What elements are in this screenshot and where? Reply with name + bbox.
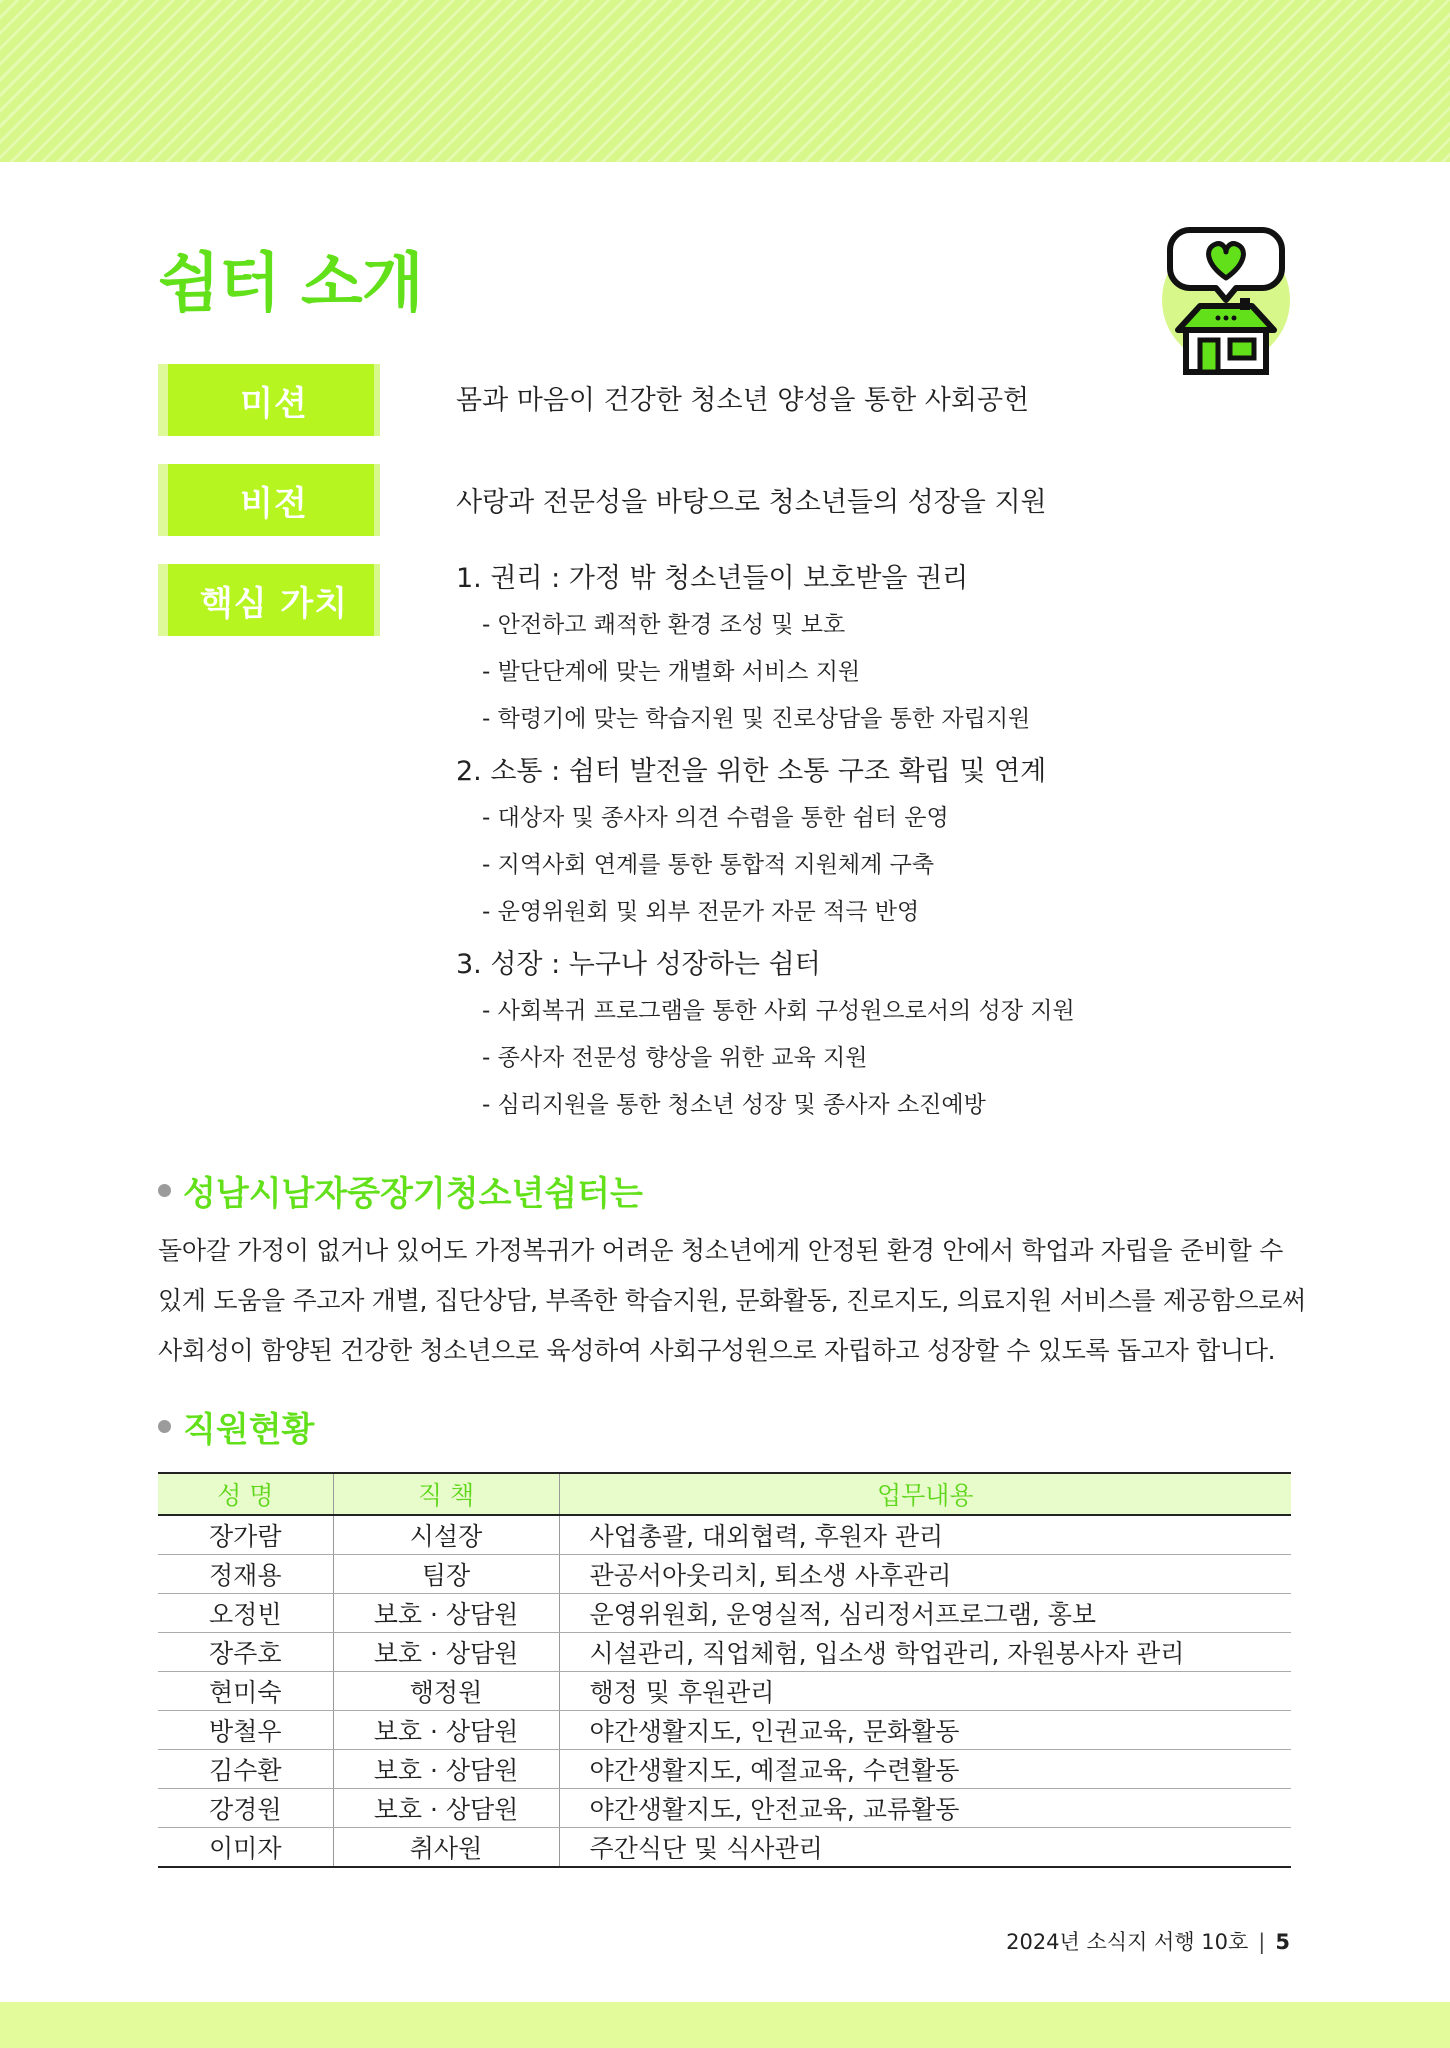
- staff-name: 정재용: [158, 1555, 333, 1594]
- core-values-label-box: [158, 564, 380, 636]
- staff-duties: 야간생활지도, 인권교육, 문화활동: [559, 1711, 1291, 1750]
- core-value-item: - 사회복귀 프로그램을 통한 사회 구성원으로서의 성장 지원: [482, 998, 1075, 1024]
- staff-table: [158, 1472, 1291, 1868]
- intro-heading: [158, 1166, 643, 1215]
- core-value-item: - 발단단계에 맞는 개별화 서비스 지원: [482, 659, 861, 685]
- staff-position: 행정원: [333, 1672, 559, 1711]
- staff-name: 장가람: [158, 1515, 333, 1555]
- staff-duties: 관공서아웃리치, 퇴소생 사후관리: [559, 1555, 1291, 1594]
- staff-heading-text: 직원현황: [183, 1410, 315, 1450]
- house-heart-icon: [1160, 226, 1292, 378]
- page-footer: [1006, 1926, 1290, 1956]
- table-row: [158, 1750, 1291, 1789]
- staff-heading: [158, 1402, 314, 1451]
- staff-position: 시설장: [333, 1515, 559, 1555]
- staff-position: 보호 · 상담원: [333, 1594, 559, 1633]
- intro-line: 있게 도움을 주고자 개별, 집단상담, 부족한 학습지원, 문화활동, 진로지도, 의료지원 서비스를 제공함으로써: [158, 1286, 1306, 1315]
- core-value-group: [456, 942, 1075, 1129]
- core-value-item: - 안전하고 쾌적한 환경 조성 및 보호: [482, 612, 846, 638]
- staff-duties: 야간생활지도, 안전교육, 교류활동: [559, 1789, 1291, 1828]
- table-row: [158, 1594, 1291, 1633]
- staff-duties: 시설관리, 직업체험, 입소생 학업관리, 자원봉사자 관리: [559, 1633, 1291, 1672]
- staff-name: 현미숙: [158, 1672, 333, 1711]
- core-value-heading: 2. 소통 : 쉼터 발전을 위한 소통 구조 확립 및 연계: [456, 756, 1047, 787]
- intro-line: 돌아갈 가정이 없거나 있어도 가정복귀가 어려운 청소년에게 안정된 환경 안에서 학업과 자립을 준비할 수: [158, 1236, 1283, 1265]
- staff-name: 오정빈: [158, 1594, 333, 1633]
- table-row: [158, 1672, 1291, 1711]
- staff-position: 보호 · 상담원: [333, 1633, 559, 1672]
- staff-duties: 행정 및 후원관리: [559, 1672, 1291, 1711]
- intro-paragraph: [158, 1226, 1306, 1376]
- staff-name: 이미자: [158, 1828, 333, 1868]
- core-value-item: - 운영위원회 및 외부 전문가 자문 적극 반영: [482, 899, 920, 925]
- staff-position: 취사원: [333, 1828, 559, 1868]
- core-value-group: [456, 749, 1075, 936]
- page-number: 5: [1275, 1930, 1290, 1954]
- table-row: [158, 1515, 1291, 1555]
- staff-duties: 운영위원회, 운영실적, 심리정서프로그램, 홍보: [559, 1594, 1291, 1633]
- column-header-duties: 업무내용: [559, 1473, 1291, 1515]
- column-header-name: 성 명: [158, 1473, 333, 1515]
- staff-name: 장주호: [158, 1633, 333, 1672]
- core-value-group: [456, 556, 1075, 743]
- core-value-item: - 대상자 및 종사자 의견 수렴을 통한 쉼터 운영: [482, 805, 949, 831]
- bullet-dot-icon: [158, 1420, 171, 1433]
- bullet-dot-icon: [158, 1184, 171, 1197]
- table-row: [158, 1633, 1291, 1672]
- mission-label: 미션: [240, 383, 308, 424]
- intro-heading-text: 성남시남자중장기청소년쉼터는: [183, 1174, 643, 1214]
- mission-text: 몸과 마음이 건강한 청소년 양성을 통한 사회공헌: [456, 385, 1030, 416]
- staff-position: 보호 · 상담원: [333, 1711, 559, 1750]
- table-row: [158, 1555, 1291, 1594]
- staff-position: 보호 · 상담원: [333, 1789, 559, 1828]
- issue-label: 2024년 소식지 서행 10호: [1006, 1930, 1249, 1954]
- vision-label: 비전: [240, 483, 308, 524]
- core-values-label: 핵심 가치: [199, 583, 349, 624]
- mission-label-box: [158, 364, 380, 436]
- core-value-item: - 심리지원을 통한 청소년 성장 및 종사자 소진예방: [482, 1092, 986, 1118]
- staff-name: 김수환: [158, 1750, 333, 1789]
- vision-text: 사랑과 전문성을 바탕으로 청소년들의 성장을 지원: [456, 487, 1047, 518]
- footer-separator: |: [1258, 1930, 1266, 1954]
- staff-name: 방철우: [158, 1711, 333, 1750]
- core-value-heading: 1. 권리 : 가정 밖 청소년들이 보호받을 권리: [456, 563, 969, 594]
- staff-duties: 야간생활지도, 예절교육, 수련활동: [559, 1750, 1291, 1789]
- table-row: [158, 1828, 1291, 1868]
- core-value-item: - 지역사회 연계를 통한 통합적 지원체계 구축: [482, 852, 935, 878]
- table-row: [158, 1789, 1291, 1828]
- intro-line: 사회성이 함양된 건강한 청소년으로 육성하여 사회구성원으로 자립하고 성장할 수 있도록 돕고자 합니다.: [158, 1336, 1276, 1365]
- staff-duties: 주간식단 및 식사관리: [559, 1828, 1291, 1868]
- vision-label-box: [158, 464, 380, 536]
- column-header-position: 직 책: [333, 1473, 559, 1515]
- staff-position: 보호 · 상담원: [333, 1750, 559, 1789]
- core-value-item: - 학령기에 맞는 학습지원 및 진로상담을 통한 자립지원: [482, 706, 1031, 732]
- bottom-decorative-band: [0, 2002, 1450, 2048]
- staff-position: 팀장: [333, 1555, 559, 1594]
- staff-table-header: [158, 1473, 1291, 1515]
- table-row: [158, 1711, 1291, 1750]
- top-decorative-band: [0, 0, 1450, 162]
- page-title: 쉼터 소개: [158, 247, 423, 321]
- staff-name: 강경원: [158, 1789, 333, 1828]
- staff-duties: 사업총괄, 대외협력, 후원자 관리: [559, 1515, 1291, 1555]
- core-value-heading: 3. 성장 : 누구나 성장하는 쉼터: [456, 949, 821, 980]
- core-values-list: [456, 556, 1075, 1135]
- core-value-item: - 종사자 전문성 향상을 위한 교육 지원: [482, 1045, 868, 1071]
